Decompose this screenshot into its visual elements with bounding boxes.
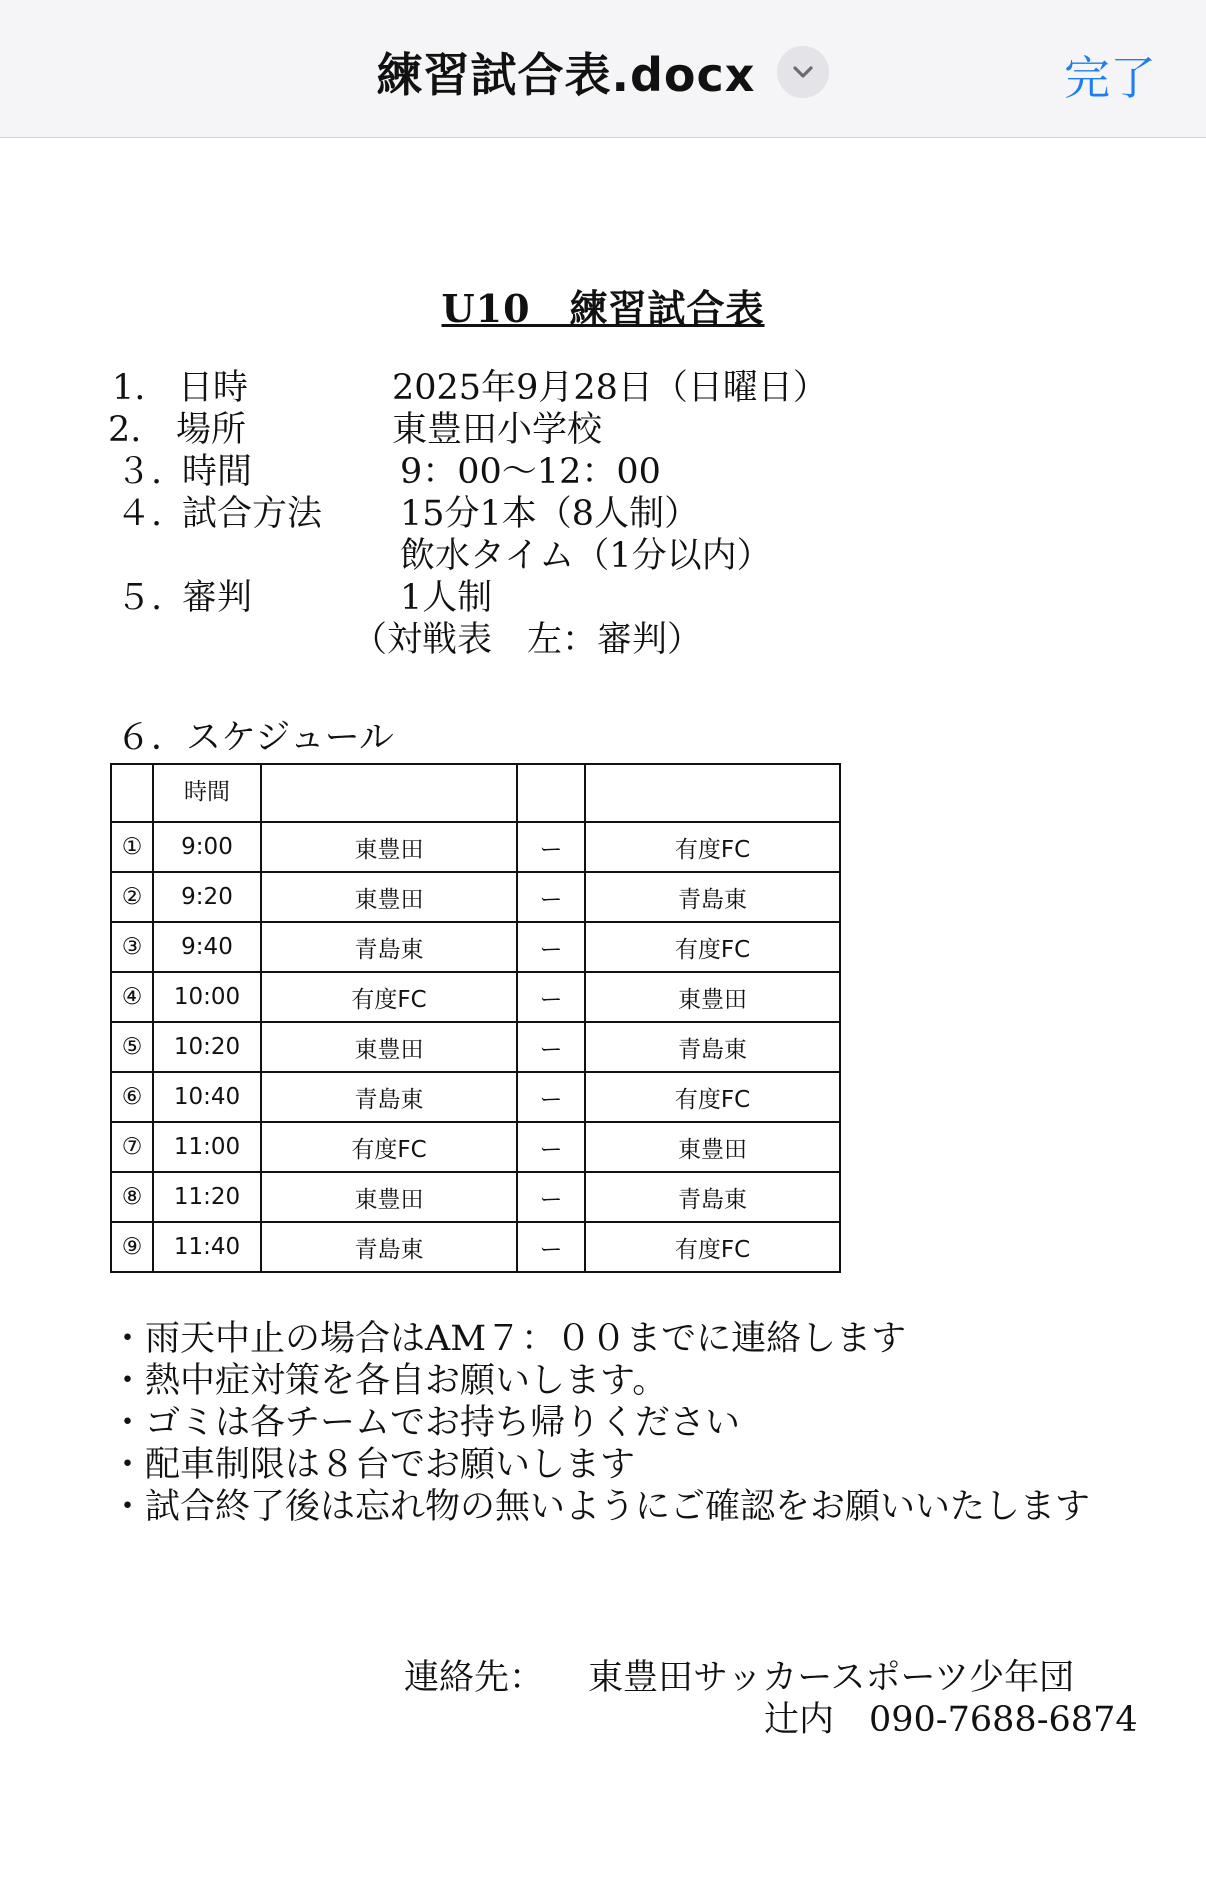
team-a-cell: 東豊田 — [261, 822, 517, 872]
notes-list — [110, 1318, 1100, 1528]
time-cell: 11:20 — [153, 1172, 261, 1222]
team-a-cell: 有度FC — [261, 1122, 517, 1172]
item-value: 飲水タイム（1分以内） — [400, 536, 772, 576]
team-b-cell: 有度FC — [585, 822, 840, 872]
match-number-cell: ③ — [111, 922, 153, 972]
title-bar — [0, 0, 1206, 138]
match-number-cell: ⑨ — [111, 1222, 153, 1272]
item-number: ４. — [116, 494, 163, 534]
match-number-cell: ② — [111, 872, 153, 922]
vs-cell: ー — [517, 972, 585, 1022]
table-row — [111, 922, 840, 972]
time-cell: 10:00 — [153, 972, 261, 1022]
note-item: ・熱中症対策を各自お願いします。 — [110, 1361, 668, 1401]
team-b-cell: 東豊田 — [585, 1122, 840, 1172]
contact-person: 辻内 090-7688-6874 — [764, 1700, 1138, 1740]
table-row — [111, 1222, 840, 1272]
item-label: 日時 — [178, 368, 249, 408]
match-number-cell: ⑧ — [111, 1172, 153, 1222]
contact-org: 東豊田サッカースポーツ少年団 — [588, 1658, 1075, 1698]
vs-cell: ー — [517, 1022, 585, 1072]
vs-cell: ー — [517, 1222, 585, 1272]
time-cell: 10:40 — [153, 1072, 261, 1122]
table-row — [111, 1172, 840, 1222]
header-cell — [517, 764, 585, 822]
header-cell — [585, 764, 840, 822]
table-row — [111, 872, 840, 922]
team-a-cell: 東豊田 — [261, 1172, 517, 1222]
header-cell — [111, 764, 153, 822]
item-value: 東豊田小学校 — [392, 410, 603, 450]
schedule-table — [110, 763, 841, 1273]
match-number-cell: ⑤ — [111, 1022, 153, 1072]
table-row — [111, 822, 840, 872]
team-a-cell: 有度FC — [261, 972, 517, 1022]
note-item: ・配車制限は８台でお願いします — [110, 1445, 636, 1485]
schedule-title: ６．スケジュール — [116, 718, 394, 758]
note-item: ・ゴミは各チームでお持ち帰りください — [110, 1403, 741, 1443]
vs-cell: ー — [517, 1072, 585, 1122]
time-cell: 11:40 — [153, 1222, 261, 1272]
contact-label: 連絡先： — [404, 1658, 545, 1698]
team-b-cell: 青島東 — [585, 1172, 840, 1222]
item-number: ５. — [116, 578, 163, 618]
table-row — [111, 1122, 840, 1172]
item-label: 時間 — [182, 452, 253, 492]
match-number-cell: ④ — [111, 972, 153, 1022]
time-cell: 9:40 — [153, 922, 261, 972]
item-value: 9：00〜12：00 — [400, 452, 661, 492]
team-a-cell: 青島東 — [261, 1222, 517, 1272]
title-wrap — [0, 40, 1206, 104]
team-b-cell: 有度FC — [585, 922, 840, 972]
vs-cell: ー — [517, 922, 585, 972]
table-row — [111, 972, 840, 1022]
team-b-cell: 青島東 — [585, 1022, 840, 1072]
table-row — [111, 1072, 840, 1122]
time-cell: 9:00 — [153, 822, 261, 872]
document-title[interactable]: 練習試合表.docx — [376, 48, 756, 102]
item-number: 1. — [112, 368, 146, 408]
team-a-cell: 青島東 — [261, 922, 517, 972]
header-cell — [261, 764, 517, 822]
item-value: 2025年9月28日（日曜日） — [392, 368, 828, 408]
header-cell-time: 時間 — [153, 764, 261, 822]
team-b-cell: 青島東 — [585, 872, 840, 922]
team-a-cell: 東豊田 — [261, 872, 517, 922]
title-menu-button[interactable] — [777, 46, 829, 98]
item-label: 審判 — [182, 578, 253, 618]
time-cell: 10:20 — [153, 1022, 261, 1072]
done-button[interactable]: 完了 — [1064, 51, 1156, 105]
item-value: 15分1本（8人制） — [400, 494, 700, 534]
time-cell: 11:00 — [153, 1122, 261, 1172]
vs-cell: ー — [517, 872, 585, 922]
note-item: ・試合終了後は忘れ物の無いようにご確認をお願いいたします — [110, 1487, 1091, 1527]
team-b-cell: 有度FC — [585, 1072, 840, 1122]
vs-cell: ー — [517, 1172, 585, 1222]
vs-cell: ー — [517, 822, 585, 872]
table-header-row — [111, 764, 840, 822]
item-label: 試合方法 — [182, 494, 323, 534]
match-number-cell: ⑥ — [111, 1072, 153, 1122]
item-label: 場所 — [176, 410, 247, 450]
team-a-cell: 青島東 — [261, 1072, 517, 1122]
document-heading: U10 練習試合表 — [441, 286, 765, 331]
team-b-cell: 東豊田 — [585, 972, 840, 1022]
team-a-cell: 東豊田 — [261, 1022, 517, 1072]
item-value: 1人制 — [400, 578, 493, 618]
item-value: （対戦表 左：審判） — [352, 620, 703, 660]
item-number: 2. — [108, 410, 142, 450]
document-page — [0, 138, 1206, 1888]
time-cell: 9:20 — [153, 872, 261, 922]
note-item: ・雨天中止の場合はAM７：００までに連絡します — [110, 1319, 907, 1359]
team-b-cell: 有度FC — [585, 1222, 840, 1272]
item-number: ３. — [116, 452, 163, 492]
chevron-down-icon — [790, 59, 816, 85]
table-row — [111, 1022, 840, 1072]
vs-cell: ー — [517, 1122, 585, 1172]
match-number-cell: ⑦ — [111, 1122, 153, 1172]
match-number-cell: ① — [111, 822, 153, 872]
